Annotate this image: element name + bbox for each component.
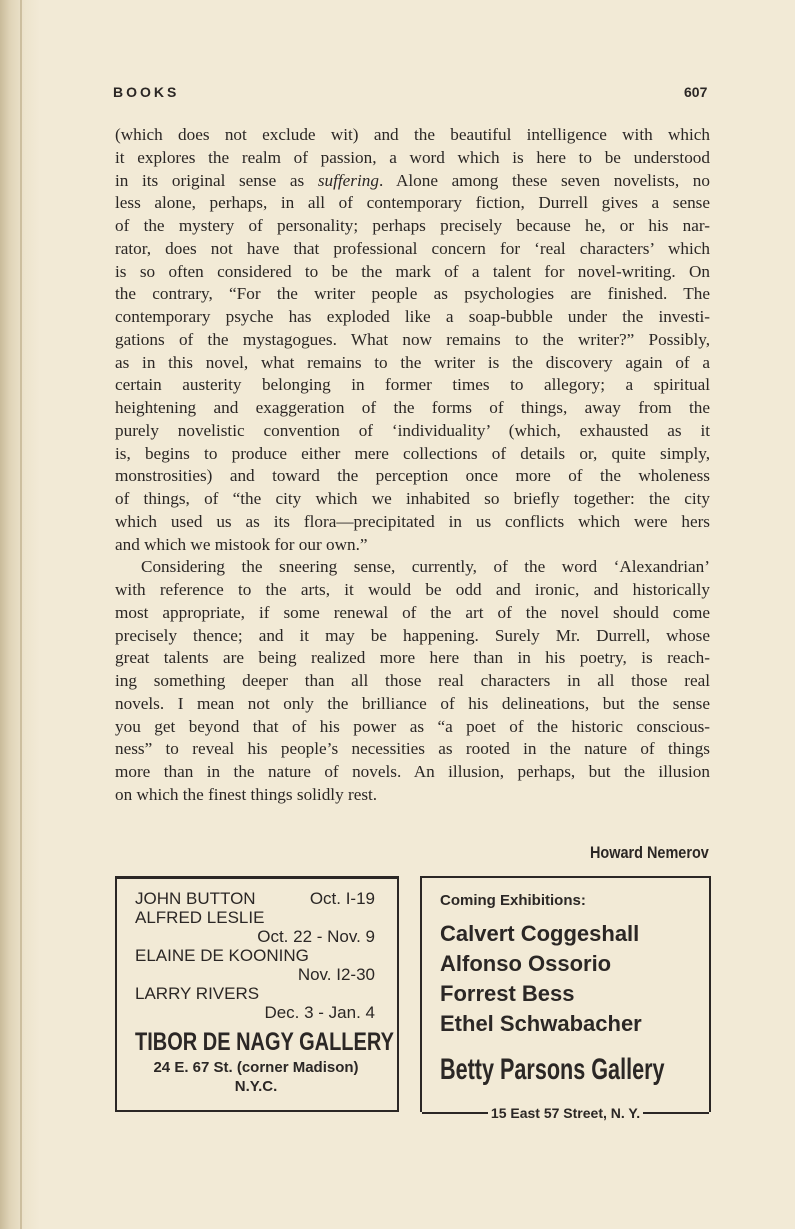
text-line: you get beyond that of his power as “a poet of the historic conscious- bbox=[115, 716, 710, 736]
paragraph-2 bbox=[115, 556, 710, 806]
text-line: novels. I mean not only the brilliance of his delineations, but the sense bbox=[115, 693, 710, 713]
running-head: BOOKS bbox=[113, 84, 180, 100]
text-line: of the mystery of personality; perhaps precisely because he, or his nar- bbox=[115, 216, 710, 235]
text-line: rator, does not have that professional concern for ‘real characters’ which bbox=[115, 238, 710, 258]
text-line: ing something deeper than all those real characters in all those real bbox=[115, 671, 710, 690]
artist-name: ALFRED LESLIE bbox=[135, 908, 265, 927]
exhibition-dates: Oct. I-19 bbox=[309, 889, 375, 908]
exhibition-row bbox=[135, 908, 397, 927]
article-body bbox=[115, 124, 710, 807]
text-line: less alone, perhaps, in all of contemporary fiction, Durrell gives a sense bbox=[115, 193, 710, 213]
text-line: it explores the realm of passion, a word which is here to be understood bbox=[115, 147, 710, 167]
gallery-name: TIBOR DE NAGY GALLERY bbox=[135, 1028, 394, 1056]
text-line: certain austerity belonging in former times to allegory; a spiritual bbox=[115, 375, 710, 395]
tibor-de-nagy-ad bbox=[115, 876, 399, 1112]
exhibition-row bbox=[135, 1003, 397, 1022]
exhibition-row bbox=[135, 946, 397, 965]
exhibition-row bbox=[135, 927, 397, 946]
page-number: 607 bbox=[684, 84, 708, 100]
exhibition-dates: Nov. I2-30 bbox=[297, 965, 375, 984]
author-signature: Howard Nemerov bbox=[590, 843, 709, 862]
artist-name: Forrest Bess bbox=[440, 981, 575, 1006]
text-line: monstrosities) and toward the perception once more of the wholeness bbox=[115, 466, 710, 486]
text-line: on which the finest things solidly rest. bbox=[115, 784, 378, 804]
text-line: heightening and exaggeration of the forms of things, away from the bbox=[115, 398, 710, 417]
text-line: in its original sense as suffering. Alone among these seven novelists, no bbox=[115, 170, 710, 190]
text-line: and which we mistook for our own.” bbox=[115, 534, 368, 554]
exhibition-row bbox=[135, 984, 397, 1003]
exhibition-dates: Oct. 22 - Nov. 9 bbox=[257, 927, 375, 946]
text-line: which used us as its flora—precipitated in us conflicts which were hers bbox=[115, 511, 710, 531]
artist-name: LARRY RIVERS bbox=[135, 984, 260, 1003]
text-line: purely novelistic convention of ‘individuality’ (which, exhausted as it bbox=[115, 420, 710, 440]
text-line: (which does not exclude wit) and the beautiful intelligence with which bbox=[115, 125, 710, 144]
artist-name: ELAINE DE KOONING bbox=[135, 946, 309, 965]
text-line: ness” to reveal his people’s necessities as rooted in the nature of things bbox=[115, 739, 710, 759]
artist-name: Calvert Coggeshall bbox=[440, 921, 640, 946]
artist-name: Ethel Schwabacher bbox=[440, 1011, 642, 1036]
text-line: precisely thence; and it may be happening. Surely Mr. Durrell, whose bbox=[115, 625, 710, 645]
text-line: Considering the sneering sense, currently, of the word ‘Alexandrian’ bbox=[141, 557, 710, 577]
text-line: great talents are being realized more here than in his poetry, is reach- bbox=[115, 648, 710, 668]
betty-parsons-ad bbox=[420, 876, 711, 1121]
exhibition-dates: Dec. 3 - Jan. 4 bbox=[264, 1003, 375, 1022]
text-line: most appropriate, if some renewal of the art of the novel should come bbox=[115, 602, 710, 622]
text-line: with reference to the arts, it would be odd and ironic, and historically bbox=[115, 580, 710, 599]
exhibition-row bbox=[135, 965, 397, 984]
page-binding-shadow bbox=[0, 0, 40, 1229]
text-line: the contrary, “For the writer people as psychologies are finished. The bbox=[115, 284, 710, 304]
text-line: as in this novel, what remains to the writer is the discovery again of a bbox=[115, 352, 710, 372]
text-line: gations of the mystagogues. What now remains to the writer?” Possibly, bbox=[115, 329, 710, 349]
text-line: is so often considered to be the mark of a talent for novel-writing. On bbox=[115, 261, 710, 281]
gallery-name: Betty Parsons Gallery bbox=[440, 1053, 665, 1086]
exhibition-row bbox=[135, 889, 397, 908]
text-line: more than in the nature of novels. An illusion, perhaps, but the illusion bbox=[115, 762, 710, 781]
emphasis: suffering bbox=[317, 170, 379, 190]
paragraph-1 bbox=[115, 124, 710, 556]
artist-name: Alfonso Ossorio bbox=[440, 951, 612, 976]
gallery-city: N.Y.C. bbox=[234, 1078, 278, 1095]
text-line: is, begins to produce either mere collections of details or, quite simply, bbox=[115, 443, 710, 463]
text-line: of things, of “the city which we inhabited so briefly together: the city bbox=[115, 489, 710, 508]
gallery-address: 15 East 57 Street, N. Y. bbox=[422, 1105, 709, 1121]
ad-caption: Coming Exhibitions: bbox=[440, 892, 586, 909]
text-line: contemporary psyche has exploded like a soap-bubble under the investi- bbox=[115, 307, 710, 326]
artist-name: JOHN BUTTON bbox=[135, 889, 256, 908]
gallery-address: 24 E. 67 St. (corner Madison) bbox=[153, 1059, 359, 1076]
